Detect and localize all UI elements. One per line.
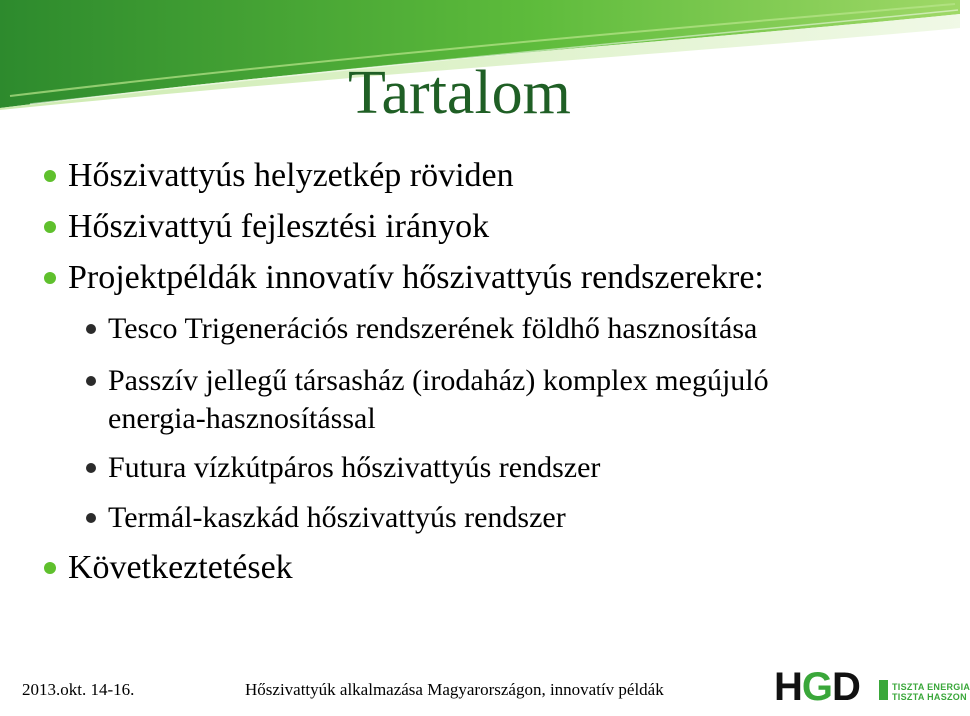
sub-list-item: Termál-kaszkád hőszivattyús rendszer xyxy=(108,501,566,534)
sub-bullet-dot-icon xyxy=(86,463,96,473)
sub-list-item-continuation: energia-hasznosítással xyxy=(108,402,376,435)
logo-letter-g: G xyxy=(801,665,833,709)
bullet-dot-icon xyxy=(44,272,56,284)
bullet-dot-icon xyxy=(44,170,56,182)
logo-letters xyxy=(774,662,860,712)
logo-accent-bar xyxy=(879,680,888,700)
bullet-dot-icon xyxy=(44,221,56,233)
sub-list-item: Passzív jellegű társasház (irodaház) komplex megújuló xyxy=(108,364,769,397)
company-logo xyxy=(766,662,970,712)
logo-tagline-1: TISZTA ENERGIA xyxy=(892,682,970,692)
sub-bullet-dot-icon xyxy=(86,513,96,523)
sub-bullet-dot-icon xyxy=(86,376,96,386)
slide-title: Tartalom xyxy=(348,59,571,127)
sub-bullet-dot-icon xyxy=(86,324,96,334)
list-item: Hőszivattyús helyzetkép röviden xyxy=(68,157,514,194)
list-item: Projektpéldák innovatív hőszivattyús rendszerekre: xyxy=(68,259,764,296)
sub-list-item: Tesco Trigenerációs rendszerének földhő hasznosítása xyxy=(108,312,758,345)
logo-tagline-2: TISZTA HASZON xyxy=(892,692,967,702)
list-item: Következtetések xyxy=(68,549,293,586)
logo-letter-h: H xyxy=(774,665,802,709)
bullet-dot-icon xyxy=(44,562,56,574)
logo-letter-d: D xyxy=(832,665,860,709)
footer-date: 2013.okt. 14-16. xyxy=(22,680,135,699)
list-item: Hőszivattyú fejlesztési irányok xyxy=(68,208,490,245)
footer-caption: Hőszivattyúk alkalmazása Magyarországon, innovatív példák xyxy=(245,680,664,699)
sub-list-item: Futura vízkútpáros hőszivattyús rendszer xyxy=(108,451,601,484)
